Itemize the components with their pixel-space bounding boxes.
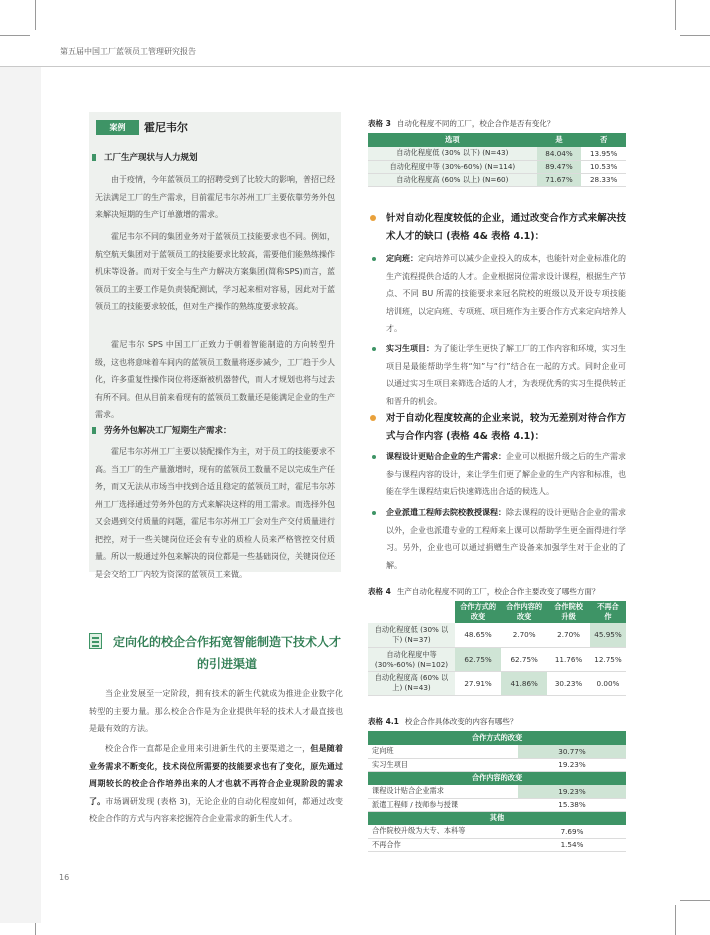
table-row: 合作院校升级为大专、本科等 7.69%	[368, 825, 626, 838]
table-4-1: 合作方式的改变 定向班 30.77% 实习生项目 19.23% 合作内容的改变 课程设计贴合企业需求 19.23% 派遣工程师 / 技师参与授课 15.38% 其他 合作院校升级为大专、本科等 7.69% 不再合作 1.54%	[368, 731, 626, 852]
table-row: 不再合作 1.54%	[368, 838, 626, 851]
bullet-item: 企业派遣工程师去院校教授课程：除去课程的设计更贴合企业的需求以外，企业也派遣专业的工程师来上课可以帮助学生更全面得进行学习。另外，企业也可以通过捐赠生产设备来加强学生对于企业的了解。	[386, 504, 626, 574]
section-title: 定向化的校企合作拓宽智能制造下技术人才的引进渠道	[112, 635, 341, 671]
case-paragraph: 霍尼韦尔不同的集团业务对于蓝领员工技能要求也不同。例如，航空航天集团对于蓝领员工的技能要求比较高，需要他们能熟练操作机床等设备。而对于安全与生产力解决方案集团(简称SPS)而言，蓝领员工的主要工作是负责装配测试，学习起来相对容易，因此对于蓝领员工的技能要求较低，但对生产操作的熟练度要求较高。	[95, 232, 335, 311]
margin-band	[0, 67, 41, 923]
table-caption: 表格 3 自动化程度不同的工厂，校企合作是否有变化？	[368, 119, 555, 128]
bullet-item: 实习生项目：为了能让学生更快了解工厂的工作内容和环境，实习生项目是最能帮助学生将“知”与“行”结合在一起的方式。同时企业可以通过实习生项目来筛选合适的人才，为表现优秀的实习生提供转正和晋升的机会。	[386, 340, 626, 410]
table-row: 实习生项目 19.23%	[368, 758, 626, 771]
table-caption: 表格 4.1 校企合作具体改变的内容有哪些？	[368, 717, 518, 726]
table-row: 课程设计贴合企业需求 19.23%	[368, 785, 626, 798]
table-row: 自动化程度中等 (30%-60%) (N=114) 89.47% 10.53%	[368, 160, 626, 173]
bullet-item: 课程设计更贴合企业的生产需求：企业可以根据升级之后的生产需求参与课程内容的设计，来让学生们更了解企业的生产内容和标准，也能在学生课程结束后快速筛选出合适的候选人。	[386, 448, 626, 501]
table-4: 合作方式的改变 合作内容的改变 合作院校升级 不再合作 自动化程度低 (30% 以下) (N=37) 48.65% 2.70% 2.70% 45.95% 自动化程度中等(30%-60%) (N=102) 62.75% 62.75% 11.76% 12.75% 自动化程度高 (60% 以上) (N=43) 27.91% 41.86% 30.23% 0.00%	[368, 601, 626, 696]
body-paragraph: 当企业发展至一定阶段，拥有技术的新生代就成为推进企业数字化转型的主要力量。那么校企合作是为企业提供年轻的技术人才最直接也是最有效的方法。	[89, 689, 343, 733]
table-3: 选项 是 否 自动化程度低 (30% 以下) (N=43) 84.04% 13.95% 自动化程度中等 (30%-60%) (N=114) 89.47% 10.53% 自动化程度高 (60% 以上) (N=60) 71.67% 28.33%	[368, 133, 626, 187]
key-point: 针对自动化程度较低的企业，通过改变合作方式来解决技术人才的缺口 (表格 4& 表格 4.1)：	[386, 210, 626, 246]
bullet-icon	[370, 215, 376, 221]
table-row: 自动化程度中等(30%-60%) (N=102) 62.75% 62.75% 11.76% 12.75%	[368, 647, 626, 671]
bullet-icon	[372, 455, 376, 459]
table-row: 自动化程度低 (30% 以下) (N=43) 84.04% 13.95%	[368, 147, 626, 160]
key-point: 对于自动化程度较高的企业来说，较为无差别对待合作方式与合作内容 (表格 4& 表格 4.1)：	[386, 410, 626, 446]
table-row: 定向班 30.77%	[368, 745, 626, 758]
header-divider	[0, 66, 710, 67]
case-badge: 案例	[96, 120, 139, 135]
page-number: 16	[59, 873, 70, 882]
body-paragraph: 校企合作一直都是企业用来引进新生代的主要渠道之一，但是随着业务需求不断变化，技术岗位所需要的技能要求也有了变化，原先通过周期较长的校企合作培养出来的人才也就不再符合企业现阶段的需求了。市场调研发现 (表格 3)，无论企业的自动化程度如何，都通过改变校企合作的方式与内容来挖掘符合企业需求的新生代人才。	[89, 744, 344, 823]
bullet-item: 定向班：定向培养可以减少企业投入的成本，也能针对企业标准化的生产流程提供合适的人才。企业根据岗位需求设计课程，根据生产节点、不同 BU 所需的技能要求来冠名院校的班级以及开设专项技能培训班，以定向班、专项班、项目班作为主要合作方式来定向培养人才。	[386, 250, 626, 338]
document-icon	[89, 633, 102, 649]
square-bullet-icon	[92, 427, 96, 434]
bullet-icon	[372, 257, 376, 261]
table-row: 自动化程度低 (30% 以下) (N=37) 48.65% 2.70% 2.70% 45.95%	[368, 623, 626, 647]
case-title: 霍尼韦尔	[144, 121, 188, 134]
case-section-heading: 劳务外包解决工厂短期生产需求：	[92, 424, 232, 436]
table-row: 派遣工程师 / 技师参与授课 15.38%	[368, 798, 626, 811]
running-header: 第五届中国工厂蓝领员工管理研究报告	[60, 47, 196, 56]
case-paragraph: 霍尼韦尔 SPS 中国工厂正致力于朝着智能制造的方向转型升级，这也将意味着车间内的蓝领员工数量将逐步减少，工厂趋于少人化，许多重复性操作岗位将逐渐被机器替代，而人才规划也将与过去有所不同。但从目前来看现有的蓝领员工数量还是能满足企业的生产需求。	[95, 340, 335, 419]
case-section-heading: 工厂生产现状与人力规划	[92, 151, 198, 163]
bullet-icon	[372, 511, 376, 515]
table-caption: 表格 4 生产自动化程度不同的工厂，校企合作主要改变了哪些方面？	[368, 587, 600, 596]
case-paragraph: 由于疫情，今年蓝领员工的招聘受到了比较大的影响，普招已经无法满足工厂的生产需求，目前霍尼韦尔苏州工厂主要依靠劳务外包来解决短期的生产订单激增的需求。	[95, 175, 335, 219]
table-row: 自动化程度高 (60% 以上) (N=43) 27.91% 41.86% 30.23% 0.00%	[368, 671, 626, 695]
square-bullet-icon	[92, 154, 96, 161]
table-row: 自动化程度高 (60% 以上) (N=60) 71.67% 28.33%	[368, 173, 626, 186]
case-paragraph: 霍尼韦尔苏州工厂主要以装配操作为主，对于员工的技能要求不高。当工厂的生产量激增时，现有的蓝领员工数量不足以完成生产任务，而又无法从市场当中找到合适且稳定的蓝领员工时，霍尼韦尔苏州工厂选择通过劳务外包的方式来解决这样的用工需求。而选择外包又会遇到交付质量的问题，霍尼韦尔苏州工厂会对生产交付质量进行把控，对于一些关键岗位还会有专业的质检人员来严格管控交付质量。所以一般通过外包来解决的岗位都是一些基础岗位，关键岗位还是会交给工厂内较为资深的蓝领员工来做。	[95, 447, 335, 579]
bullet-icon	[372, 347, 376, 351]
bullet-icon	[370, 415, 376, 421]
